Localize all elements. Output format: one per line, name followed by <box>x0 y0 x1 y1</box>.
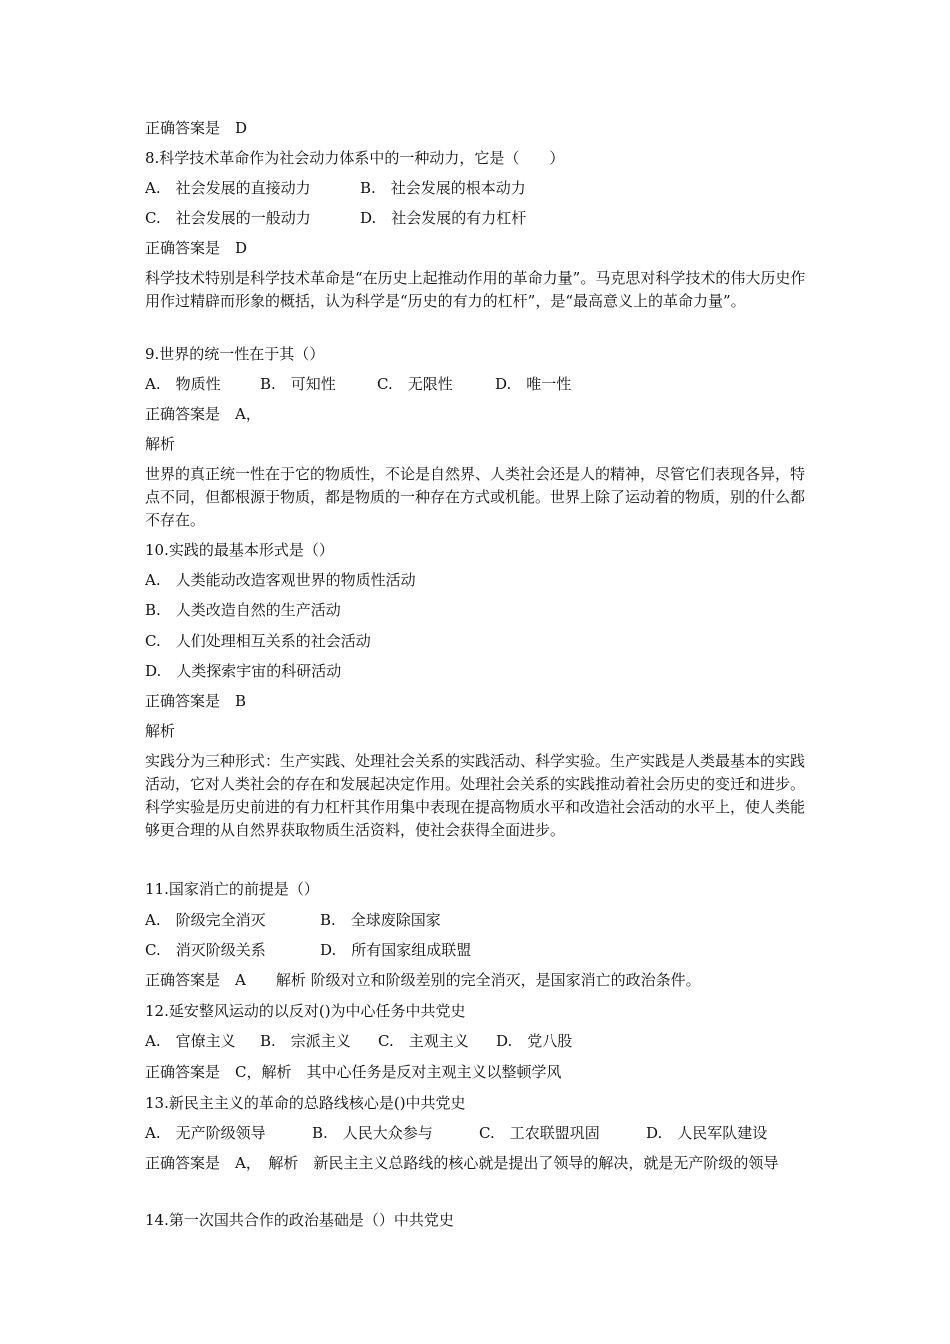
option-a: A. 人类能动改造客观世界的物质性活动 <box>145 571 416 589</box>
explanation-10: 实践分为三种形式：生产实践、处理社会关系的实践活动、科学实验。生产实践是人类最基本的实践活动，它对人类社会的存在和发展起决定作用。处理社会关系的实践推动着社会历史的变迁和进步。科学实验是历史前进的有力杠杆其作用集中表现在提高物质水平和改造社会活动的水平上，使人类能够更合理的从自然界获取物质生活资料，使社会获得全面进步。 <box>145 752 806 839</box>
option-d: D. 人民军队建设 <box>646 1124 768 1142</box>
question-14: 14.第一次国共合作的政治基础是（）中共党史 <box>145 1211 454 1229</box>
option-a: A. 社会发展的直接动力 <box>145 179 311 197</box>
option-d: D. 唯一性 <box>495 375 572 393</box>
option-c: C. 主观主义 <box>378 1032 469 1050</box>
option-b: B. 宗派主义 <box>260 1032 351 1050</box>
option-b: B. 社会发展的根本动力 <box>360 179 526 197</box>
answer-line-9: 正确答案是 A， <box>145 405 261 423</box>
option-a: A. 阶级完全消灭 <box>145 911 266 929</box>
option-b: B. 可知性 <box>260 375 336 393</box>
question-8: 8.科学技术革命作为社会动力体系中的一种动力，它是（ ） <box>145 149 565 167</box>
option-a: A. 无产阶级领导 <box>145 1124 266 1142</box>
answer-line-13: 正确答案是 A， 解析 新民主主义总路线的核心就是提出了领导的解决，就是无产阶级的领导 <box>145 1154 779 1172</box>
answer-line-11: 正确答案是 A 解析 阶级对立和阶级差别的完全消灭，是国家消亡的政治条件。 <box>145 971 701 989</box>
question-12: 12.延安整风运动的以反对()为中心任务中共党史 <box>145 1002 466 1020</box>
analysis-heading-10: 解析 <box>145 722 176 740</box>
option-b: B. 人民大众参与 <box>312 1124 433 1142</box>
answer-line-8: 正确答案是 D <box>145 239 248 257</box>
explanation-8: 科学技术特别是科学技术革命是“在历史上起推动作用的革命力量”。马克思对科学技术的伟大历史作用作过精辟而形象的概括，认为科学是“历史的有力的杠杆”，是“最高意义上的革命力量”。 <box>145 269 806 310</box>
question-10: 10.实践的最基本形式是（） <box>145 541 334 559</box>
option-c: C. 社会发展的一般动力 <box>145 209 311 227</box>
option-c: C. 无限性 <box>377 375 453 393</box>
question-9: 9.世界的统一性在于其（） <box>145 345 325 363</box>
answer-line-12: 正确答案是 C，解析 其中心任务是反对主观主义以整顿学风 <box>145 1063 562 1081</box>
option-d: D. 社会发展的有力杠杆 <box>360 209 527 227</box>
question-13: 13.新民主主义的革命的总路线核心是()中共党史 <box>145 1094 466 1112</box>
option-b: B. 全球废除国家 <box>320 911 441 929</box>
option-a: A. 官僚主义 <box>145 1032 236 1050</box>
explanation-9: 世界的真正统一性在于它的物质性，不论是自然界、人类社会还是人的精神，尽管它们表现各异，特点不同，但都根源于物质，都是物质的一种存在方式或机能。世界上除了运动着的物质，别的什么都不存在。 <box>145 465 806 529</box>
option-d: D. 所有国家组成联盟 <box>320 941 472 959</box>
option-a: A. 物质性 <box>145 375 221 393</box>
option-d: D. 党八股 <box>496 1032 573 1050</box>
option-c: C. 人们处理相互关系的社会活动 <box>145 632 371 650</box>
option-c: C. 工农联盟巩固 <box>479 1124 600 1142</box>
option-c: C. 消灭阶级关系 <box>145 941 266 959</box>
option-b: B. 人类改造自然的生产活动 <box>145 601 341 619</box>
question-11: 11.国家消亡的前提是（） <box>145 880 319 898</box>
answer-line-7: 正确答案是 D <box>145 119 248 137</box>
analysis-heading-9: 解析 <box>145 435 176 453</box>
answer-line-10: 正确答案是 B <box>145 692 247 710</box>
option-d: D. 人类探索宇宙的科研活动 <box>145 662 342 680</box>
